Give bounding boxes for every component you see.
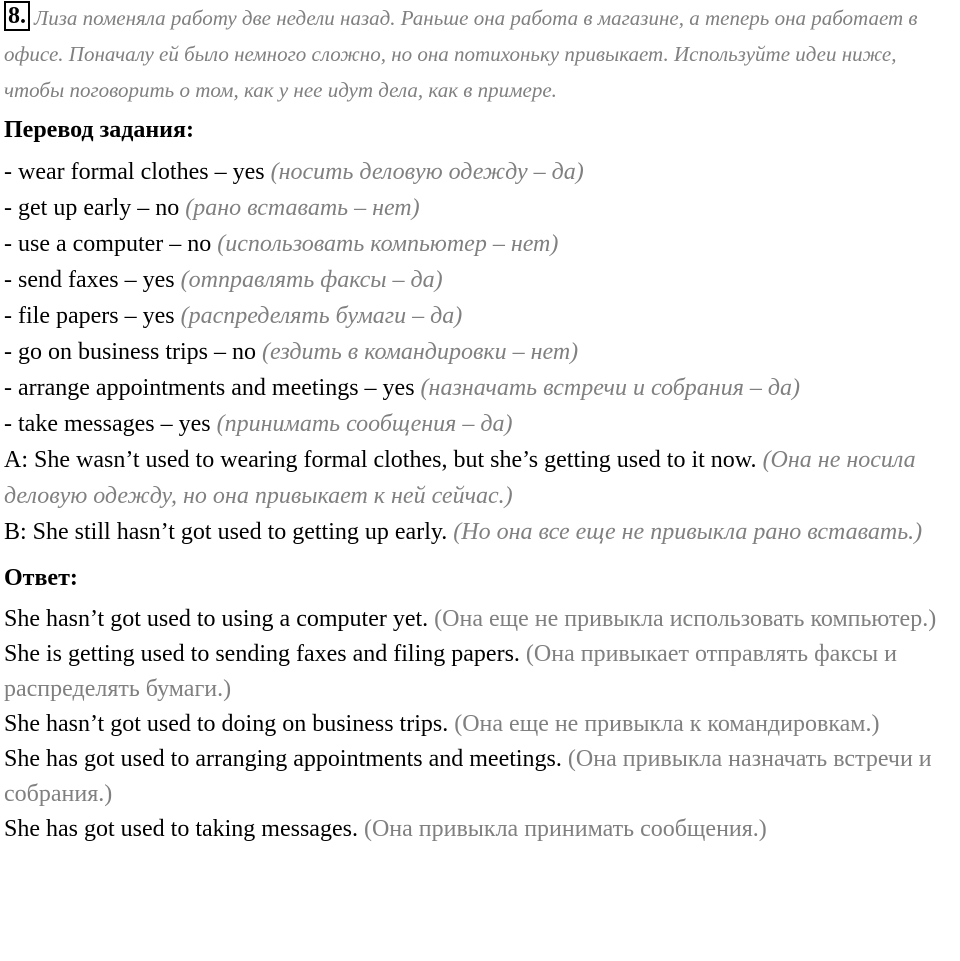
- item-translation: (отправлять факсы – да): [180, 267, 443, 293]
- answer-english: She has got used to arranging appointments and meetings.: [4, 746, 562, 772]
- item-english: - file papers – yes: [4, 303, 175, 329]
- answer-translation: (Она привыкает отправлять факсы и распределять бумаги.): [4, 641, 897, 702]
- list-item: [4, 406, 956, 442]
- example-a: [4, 442, 956, 514]
- list-item: [4, 262, 956, 298]
- exercise-page: [4, 2, 956, 847]
- list-item: [4, 190, 956, 226]
- item-translation: (ездить в командировки – нет): [262, 339, 579, 365]
- list-item: [4, 154, 956, 190]
- list-item: [4, 298, 956, 334]
- item-translation: (назначать встречи и собрания – да): [420, 375, 800, 401]
- task-text: Лиза поменяла работу две недели назад. Раньше она работа в магазине, а теперь она работает в офисе. Поначалу ей было немного сложно, но она потихоньку привыкает. Используйте идеи ниже, чтобы поговорить о том, как у нее идут дела, как в примере.: [4, 6, 918, 102]
- answer-list: [4, 602, 956, 847]
- answer-item: [4, 637, 956, 707]
- example-b: [4, 514, 956, 550]
- answer-heading: Ответ:: [4, 565, 78, 591]
- translation-heading: Перевод задания:: [4, 117, 194, 143]
- answer-item: [4, 707, 956, 742]
- item-english: - arrange appointments and meetings – yes: [4, 375, 415, 401]
- answer-item: [4, 602, 956, 637]
- task-statement: [4, 0, 956, 108]
- item-english: - send faxes – yes: [4, 267, 175, 293]
- answer-english: She has got used to taking messages.: [4, 816, 358, 842]
- list-item: [4, 370, 956, 406]
- example-a-translation: (Она не носила деловую одежду, но она привыкает к ней сейчас.): [4, 447, 916, 509]
- item-translation: (носить деловую одежду – да): [270, 159, 584, 185]
- example-a-english: A: She wasn’t used to wearing formal clothes, but she’s getting used to it now.: [4, 447, 757, 473]
- answer-item: [4, 742, 956, 812]
- task-number: 8.: [4, 1, 30, 31]
- example-b-english: B: She still hasn’t got used to getting up early.: [4, 519, 448, 545]
- answer-english: She hasn’t got used to using a computer yet.: [4, 606, 429, 632]
- item-english: - use a computer – no: [4, 231, 212, 257]
- answer-translation: (Она еще не привыкла к командировкам.): [454, 711, 880, 737]
- answer-english: She hasn’t got used to doing on business trips.: [4, 711, 449, 737]
- list-item: [4, 334, 956, 370]
- item-translation: (распределять бумаги – да): [180, 303, 463, 329]
- list-item: [4, 226, 956, 262]
- item-english: - get up early – no: [4, 195, 180, 221]
- answer-item: [4, 812, 956, 847]
- answer-translation: (Она еще не привыкла использовать компьютер.): [434, 606, 937, 632]
- answer-translation: (Она привыкла назначать встречи и собрания.): [4, 746, 932, 807]
- item-english: - go on business trips – no: [4, 339, 256, 365]
- item-translation: (рано вставать – нет): [185, 195, 420, 221]
- item-english: - take messages – yes: [4, 411, 211, 437]
- answer-translation: (Она привыкла принимать сообщения.): [363, 816, 767, 842]
- item-english: - wear formal clothes – yes: [4, 159, 265, 185]
- item-translation: (использовать компьютер – нет): [217, 231, 559, 257]
- prompt-list: [4, 154, 956, 442]
- item-translation: (принимать сообщения – да): [216, 411, 513, 437]
- answer-english: She is getting used to sending faxes and filing papers.: [4, 641, 520, 667]
- example-b-translation: (Но она все еще не привыкла рано вставать.): [453, 519, 923, 545]
